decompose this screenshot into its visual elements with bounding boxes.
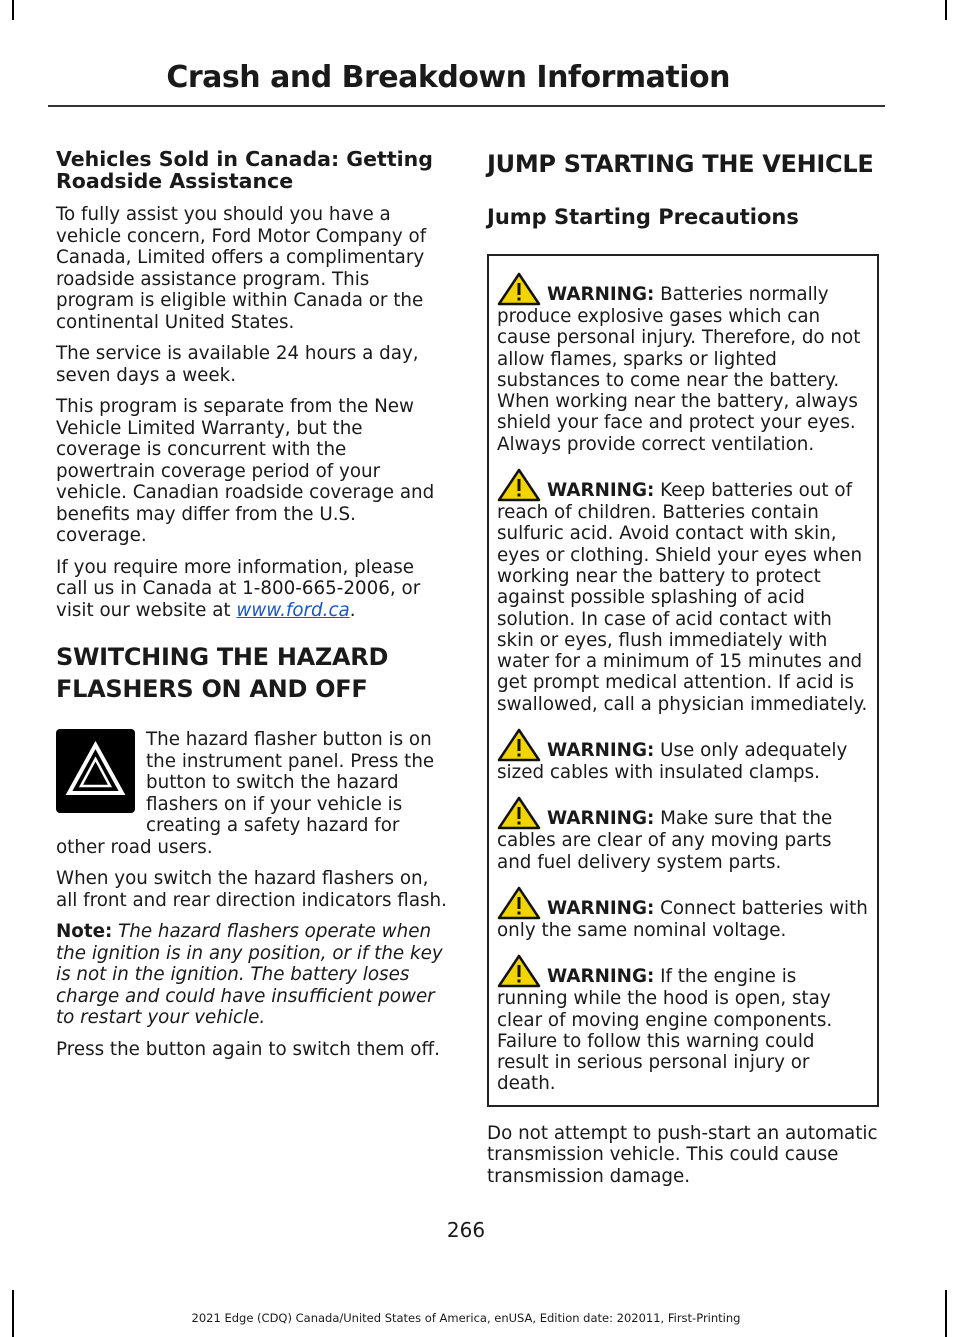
hazard-description xyxy=(56,729,448,858)
warning-text: Use only adequately sized cables with insulated clamps. xyxy=(497,740,848,784)
hazard-heading-line-2: FLASHERS ON AND OFF xyxy=(56,675,368,703)
page-title: Crash and Breakdown Information xyxy=(166,60,730,95)
note-label: Note: xyxy=(56,921,113,942)
page-number: 266 xyxy=(446,1218,486,1242)
paragraph: Press the button again to switch them off. xyxy=(56,1038,440,1060)
warning-text: Make sure that the cables are clear of any moving parts and fuel delivery system parts. xyxy=(497,808,833,873)
warning-item xyxy=(497,272,869,455)
right-column xyxy=(487,148,879,1197)
paragraph: The service is available 24 hours a day, seven days a week. xyxy=(56,343,419,386)
left-column xyxy=(56,148,448,1070)
paragraph: This program is separate from the New Vehicle Limited Warranty, but the coverage is concurrent with the powertrain coverage period of your vehicle. Canadian roadside coverage and benefits may differ from the U.S. coverage. xyxy=(56,396,435,546)
hazard-heading-line-1: SWITCHING THE HAZARD xyxy=(56,643,389,671)
push-start-paragraph: Do not attempt to push-start an automatic transmission vehicle. This could cause transmission damage. xyxy=(487,1122,878,1187)
warning-item xyxy=(497,886,869,941)
warning-text: Keep batteries out of reach of children. Batteries contain sulfuric acid. Avoid contact with skin, eyes or clothing. Shield your eyes when working near the battery to protect against possible splashing of acid solution. In case of acid contact with skin or eyes, flush immediately with water for a minimum of 15 minutes and get prompt medical attention. If acid is swallowed, call a physician immediately. xyxy=(497,480,868,715)
warning-label: WARNING: xyxy=(547,740,655,762)
warning-triangle-icon xyxy=(497,886,541,920)
warning-label: WARNING: xyxy=(547,480,655,502)
contact-text: If you require more information, please call us in Canada at 1-800-665-2006, or visit our website at xyxy=(56,556,421,621)
jump-start-heading: JUMP STARTING THE VEHICLE xyxy=(487,150,874,178)
precautions-heading: Jump Starting Precautions xyxy=(487,205,799,229)
hazard-paragraph: The hazard flasher button is on the instrument panel. Press the button to switch the hazard flashers on if your vehicle is creating a safety hazard for other road users. xyxy=(56,729,435,858)
warning-triangle-icon xyxy=(497,468,541,502)
period: . xyxy=(349,599,356,621)
crop-mark xyxy=(945,0,947,20)
warning-text: If the engine is running while the hood is open, stay clear of moving engine components. Failure to follow this warning could result in serious personal injury or death. xyxy=(497,966,833,1095)
warning-text: Batteries normally produce explosive gases which can cause personal injury. Therefore, do not allow flames, sparks or lighted substances to come near the battery. When working near the battery, always shield your face and protect your eyes. Always provide correct ventilation. xyxy=(497,284,861,455)
warning-label: WARNING: xyxy=(547,284,655,305)
footer-edition-info: 2021 Edge (CDQ) Canada/United States of America, enUSA, Edition date: 202011, First-Printing xyxy=(191,1311,741,1325)
warning-label: WARNING: xyxy=(547,897,655,919)
warning-triangle-icon xyxy=(497,796,541,830)
note xyxy=(56,921,448,1029)
warning-label: WARNING: xyxy=(547,808,655,830)
paragraph: To fully assist you should you have a vehicle concern, Ford Motor Company of Canada, Limited offers a complimentary roadside assistance program. This program is eligible within Canada or the continental United States. xyxy=(56,204,427,333)
warning-item xyxy=(497,954,869,1094)
warnings-box xyxy=(487,254,879,1107)
crop-mark xyxy=(945,1290,947,1337)
note-text: The hazard flashers operate when the ignition is in any position, or if the key is not in the ignition. The battery loses charge and could have insufficient power to restart your vehicle. xyxy=(56,921,443,1028)
hazard-triangle-icon xyxy=(56,729,135,813)
warning-text: Connect batteries with only the same nominal voltage. xyxy=(497,897,868,941)
header-divider xyxy=(48,105,885,107)
hazard-section-heading xyxy=(56,641,448,705)
warning-triangle-icon xyxy=(497,954,541,988)
warning-triangle-icon xyxy=(497,728,541,762)
paragraph: When you switch the hazard flashers on, all front and rear direction indicators flash. xyxy=(56,868,447,911)
warning-item xyxy=(497,728,869,783)
warning-triangle-icon xyxy=(497,272,541,306)
warning-item xyxy=(497,796,869,873)
ford-ca-link[interactable]: www.ford.ca xyxy=(236,599,350,621)
warning-label: WARNING: xyxy=(547,966,655,988)
canada-assistance-heading: Vehicles Sold in Canada: Getting Roadside Assistance xyxy=(56,147,433,193)
crop-mark xyxy=(12,0,14,20)
paragraph xyxy=(56,557,448,622)
warning-item xyxy=(497,468,869,715)
